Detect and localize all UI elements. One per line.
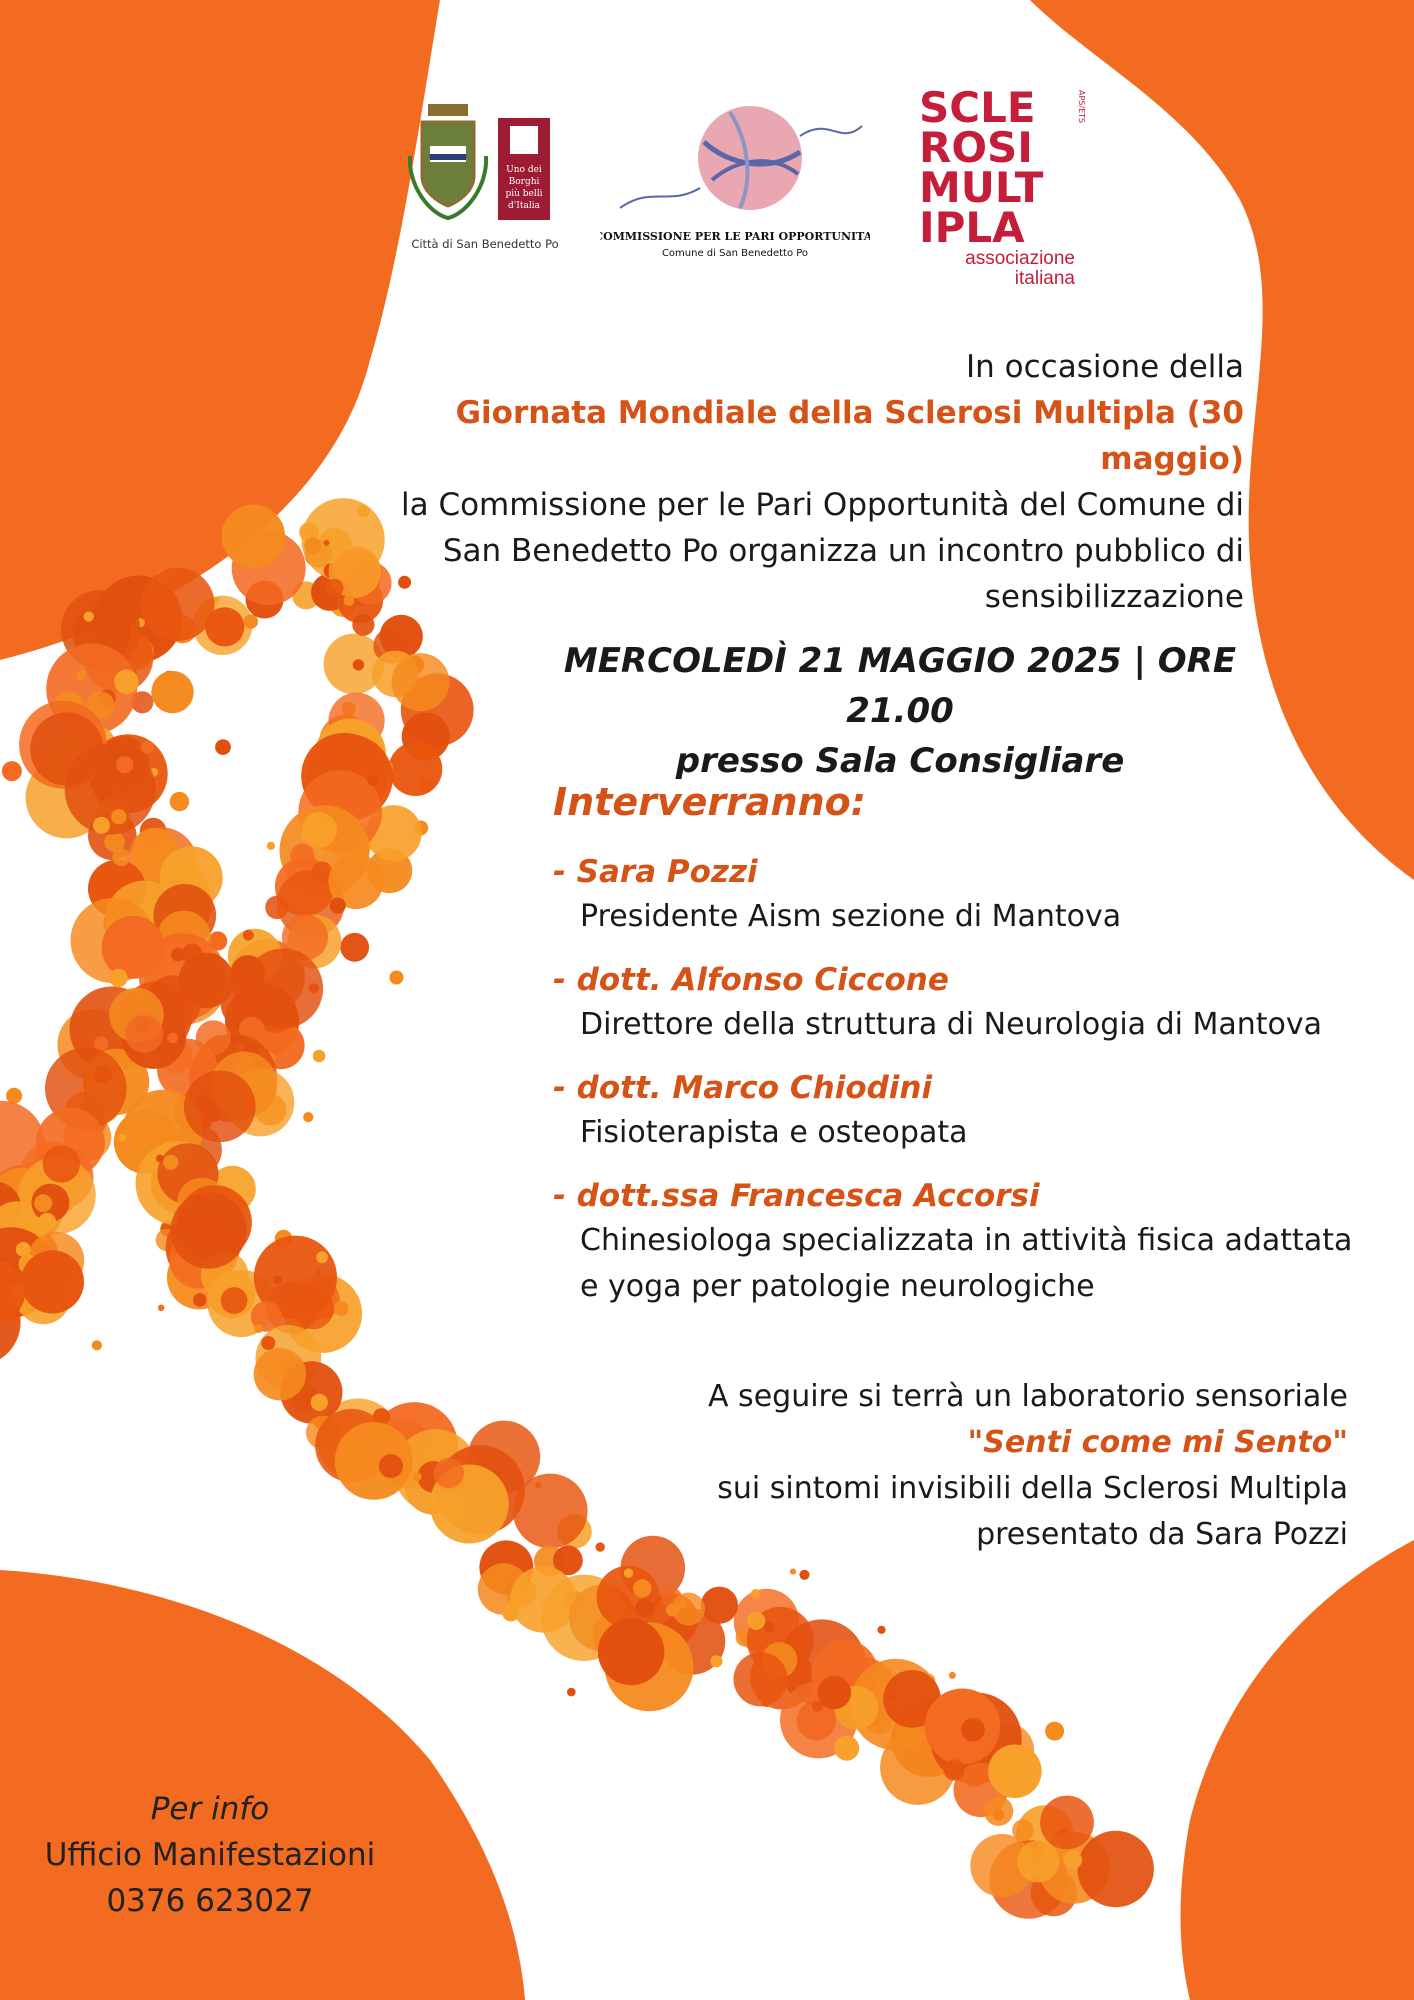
ribbon-dot bbox=[34, 1194, 52, 1212]
ribbon-dot bbox=[267, 842, 275, 850]
ribbon-dot bbox=[624, 1568, 633, 1577]
badge-line-4: d'Italia bbox=[508, 201, 540, 211]
ribbon-dot bbox=[94, 1036, 108, 1050]
ribbon-dot bbox=[984, 1797, 1013, 1826]
event-date-time: MERCOLEDÌ 21 MAGGIO 2025 | ORE 21.00 bbox=[563, 641, 1237, 731]
aism-tag: APS/ETS bbox=[1077, 90, 1086, 124]
san-benedetto-logo bbox=[400, 96, 570, 256]
ribbon-dot bbox=[221, 1287, 248, 1314]
ribbon-dot bbox=[193, 1293, 207, 1307]
speakers-heading: Interverranno: bbox=[553, 780, 866, 824]
speaker-name: - Sara Pozzi bbox=[553, 854, 758, 890]
ribbon-dot bbox=[95, 771, 103, 779]
ribbon-dot bbox=[84, 611, 94, 621]
ribbon-dot bbox=[303, 1112, 313, 1122]
ribbon-dot bbox=[641, 1604, 651, 1614]
ribbon-dot bbox=[567, 1688, 576, 1697]
ribbon-dot bbox=[167, 1033, 178, 1044]
ribbon-dot bbox=[392, 653, 450, 711]
aism-line-2: ROSI bbox=[919, 123, 1033, 172]
ribbon-dot bbox=[764, 1622, 775, 1633]
ribbon-dot bbox=[163, 1155, 178, 1170]
ribbon-dot bbox=[38, 1213, 56, 1231]
ribbon-dot bbox=[1012, 1819, 1034, 1841]
ribbon-dot bbox=[290, 844, 315, 869]
aism-line-4: IPLA bbox=[919, 203, 1025, 252]
ribbon-dot bbox=[170, 792, 189, 811]
ribbon-dot bbox=[118, 1134, 126, 1142]
ribbon-dot bbox=[834, 1736, 859, 1761]
ribbon-dot bbox=[413, 1472, 422, 1481]
ribbon-dot bbox=[890, 1694, 896, 1700]
lab-section bbox=[548, 1374, 1348, 1558]
speaker-role: Chinesiologa specializzata in attività fisica adattata bbox=[580, 1223, 1353, 1258]
ribbon-dot bbox=[254, 1348, 306, 1400]
ribbon-dot bbox=[302, 812, 338, 848]
ribbon-dot bbox=[598, 1619, 664, 1685]
bottom-left-blob bbox=[0, 1570, 525, 2000]
ribbon-dot bbox=[389, 742, 443, 796]
ribbon-dot bbox=[943, 1759, 964, 1780]
ribbon-dot bbox=[125, 1015, 163, 1053]
ribbon-dot bbox=[114, 669, 139, 694]
commissione-title: COMMISSIONE PER LE PARI OPPORTUNITA' bbox=[600, 230, 870, 243]
ribbon-dot bbox=[254, 1324, 263, 1333]
ribbon-dot bbox=[222, 505, 286, 569]
ribbon-dot bbox=[311, 1394, 328, 1411]
speaker-name: - dott. Alfonso Ciccone bbox=[553, 962, 949, 998]
lab-line-4: presentato da Sara Pozzi bbox=[976, 1517, 1348, 1552]
info-phone: 0376 623027 bbox=[106, 1883, 314, 1919]
ribbon-dot bbox=[316, 1251, 328, 1263]
speaker-name: - dott.ssa Francesca Accorsi bbox=[553, 1178, 1040, 1214]
ribbon-dot bbox=[158, 1305, 164, 1311]
ribbon-dot bbox=[261, 1336, 275, 1350]
commissione-logo bbox=[600, 96, 870, 266]
ribbon-dot bbox=[141, 568, 214, 641]
badge-line-2: Borghi bbox=[508, 177, 540, 187]
borghi-badge-icon bbox=[498, 118, 550, 220]
aism-line-3: MULT bbox=[919, 163, 1044, 212]
ribbon-dot bbox=[1078, 1831, 1154, 1907]
aism-logo bbox=[915, 86, 1115, 296]
event-details bbox=[540, 636, 1260, 786]
ribbon-dot bbox=[1064, 1851, 1082, 1869]
ribbon-dot bbox=[818, 1676, 851, 1709]
ribbon-dot bbox=[313, 1050, 326, 1063]
lab-line-1: A seguire si terrà un laboratorio sensoriale bbox=[708, 1379, 1348, 1414]
ribbon-dot bbox=[324, 540, 330, 546]
ribbon-dot bbox=[102, 916, 165, 979]
lab-line-3: sui sintomi invisibili della Sclerosi Multipla bbox=[717, 1471, 1348, 1506]
ribbon-dot bbox=[304, 537, 321, 554]
ribbon-dot bbox=[390, 971, 404, 985]
ribbon-dot bbox=[353, 659, 364, 670]
ribbon-dot bbox=[790, 1569, 796, 1575]
badge-line-3: più belli bbox=[505, 189, 543, 199]
ribbon-dot bbox=[438, 1492, 465, 1519]
ribbon-dot bbox=[6, 1088, 22, 1104]
ribbon-dot bbox=[65, 744, 156, 835]
aism-sub-1: associazione bbox=[965, 248, 1075, 269]
ribbon-dot bbox=[93, 817, 110, 834]
intro-line-5: sensibilizzazione bbox=[984, 579, 1244, 615]
coat-of-arms-icon bbox=[410, 104, 486, 218]
ribbon-dot bbox=[340, 933, 369, 962]
ribbon-dot bbox=[672, 1593, 705, 1626]
ribbon-dot bbox=[734, 1652, 788, 1706]
ribbon-dot bbox=[16, 1242, 31, 1257]
ribbon-dot bbox=[215, 739, 231, 755]
ribbon-dot bbox=[184, 1071, 256, 1143]
ribbon-dot bbox=[112, 848, 130, 866]
ribbon-dot bbox=[1045, 1722, 1064, 1741]
ribbon-dot bbox=[799, 1570, 809, 1580]
ribbon-dot bbox=[92, 1340, 102, 1350]
ribbon-dot bbox=[1040, 1796, 1094, 1850]
speaker-role-cont: e yoga per patologie neurologiche bbox=[580, 1269, 1095, 1304]
intro-highlight: Giornata Mondiale della Sclerosi Multipla (30 maggio) bbox=[455, 395, 1244, 477]
intro-line-3: la Commissione per le Pari Opportunità del Comune di bbox=[400, 487, 1244, 523]
ribbon-dot bbox=[116, 756, 133, 773]
ribbon-dot bbox=[330, 898, 346, 914]
ribbon-dot bbox=[141, 740, 154, 753]
ribbon-dot bbox=[379, 1454, 403, 1478]
info-label: Per info bbox=[150, 1791, 270, 1827]
ribbon-dot bbox=[949, 1672, 956, 1679]
ribbon-dot bbox=[182, 944, 203, 965]
ribbon-dot bbox=[244, 614, 258, 628]
ribbon-dot bbox=[43, 1145, 80, 1182]
ribbon-dot bbox=[273, 1275, 282, 1284]
ribbon-dot bbox=[236, 1042, 245, 1051]
ribbon-dot bbox=[633, 1579, 651, 1597]
info-section bbox=[30, 1786, 390, 1924]
san-benedetto-caption: Città di San Benedetto Po bbox=[411, 237, 559, 251]
speaker-role: Presidente Aism sezione di Mantova bbox=[580, 899, 1122, 934]
ribbon-dot bbox=[961, 1718, 985, 1742]
speaker-item bbox=[553, 1066, 1393, 1156]
ribbon-dot bbox=[367, 775, 378, 786]
ribbon-dot bbox=[2, 761, 22, 781]
speaker-item bbox=[553, 958, 1393, 1048]
speaker-item bbox=[553, 1174, 1393, 1310]
yarn-ball-icon bbox=[620, 106, 862, 210]
bottom-right-blob bbox=[1181, 1540, 1414, 2000]
ribbon-dot bbox=[76, 670, 86, 680]
ribbon-dot bbox=[109, 969, 127, 987]
info-office: Ufficio Manifestazioni bbox=[44, 1837, 376, 1873]
ribbon-dot bbox=[325, 579, 343, 597]
speaker-role: Direttore della struttura di Neurologia di Mantova bbox=[580, 1007, 1323, 1042]
aism-sub-2: italiana bbox=[1014, 268, 1075, 289]
ribbon-dot bbox=[710, 1655, 722, 1667]
speaker-name: - dott. Marco Chiodini bbox=[553, 1070, 933, 1106]
commissione-subtitle: Comune di San Benedetto Po bbox=[661, 248, 809, 259]
ribbon-dot bbox=[243, 930, 254, 941]
ribbon-dot bbox=[1017, 1840, 1059, 1882]
ribbon-dot bbox=[111, 809, 126, 824]
intro-line-1: In occasione della bbox=[966, 349, 1244, 385]
ribbon-dot bbox=[751, 1589, 761, 1599]
intro-line-4: San Benedetto Po organizza un incontro pubblico di bbox=[442, 533, 1244, 569]
speaker-item bbox=[553, 850, 1393, 940]
ribbon-dot bbox=[988, 1745, 1042, 1799]
ribbon-dot bbox=[877, 1626, 885, 1634]
speakers-section bbox=[553, 780, 1393, 1328]
ribbon-dot bbox=[434, 1458, 464, 1488]
ribbon-dot bbox=[171, 1193, 247, 1269]
intro-text bbox=[344, 344, 1244, 620]
aism-line-1: SCLE bbox=[919, 86, 1036, 132]
ribbon-dot bbox=[334, 1301, 349, 1316]
speaker-role: Fisioterapista e osteopata bbox=[580, 1115, 968, 1150]
ribbon-dot bbox=[21, 1250, 84, 1313]
ribbon-dot bbox=[292, 1287, 334, 1329]
event-venue: presso Sala Consigliare bbox=[675, 741, 1125, 781]
badge-line-1: Uno dei bbox=[506, 165, 542, 175]
lab-title: "Senti come mi Sento" bbox=[967, 1425, 1348, 1460]
ribbon-dot bbox=[151, 671, 193, 713]
ribbon-dot bbox=[747, 1612, 765, 1630]
